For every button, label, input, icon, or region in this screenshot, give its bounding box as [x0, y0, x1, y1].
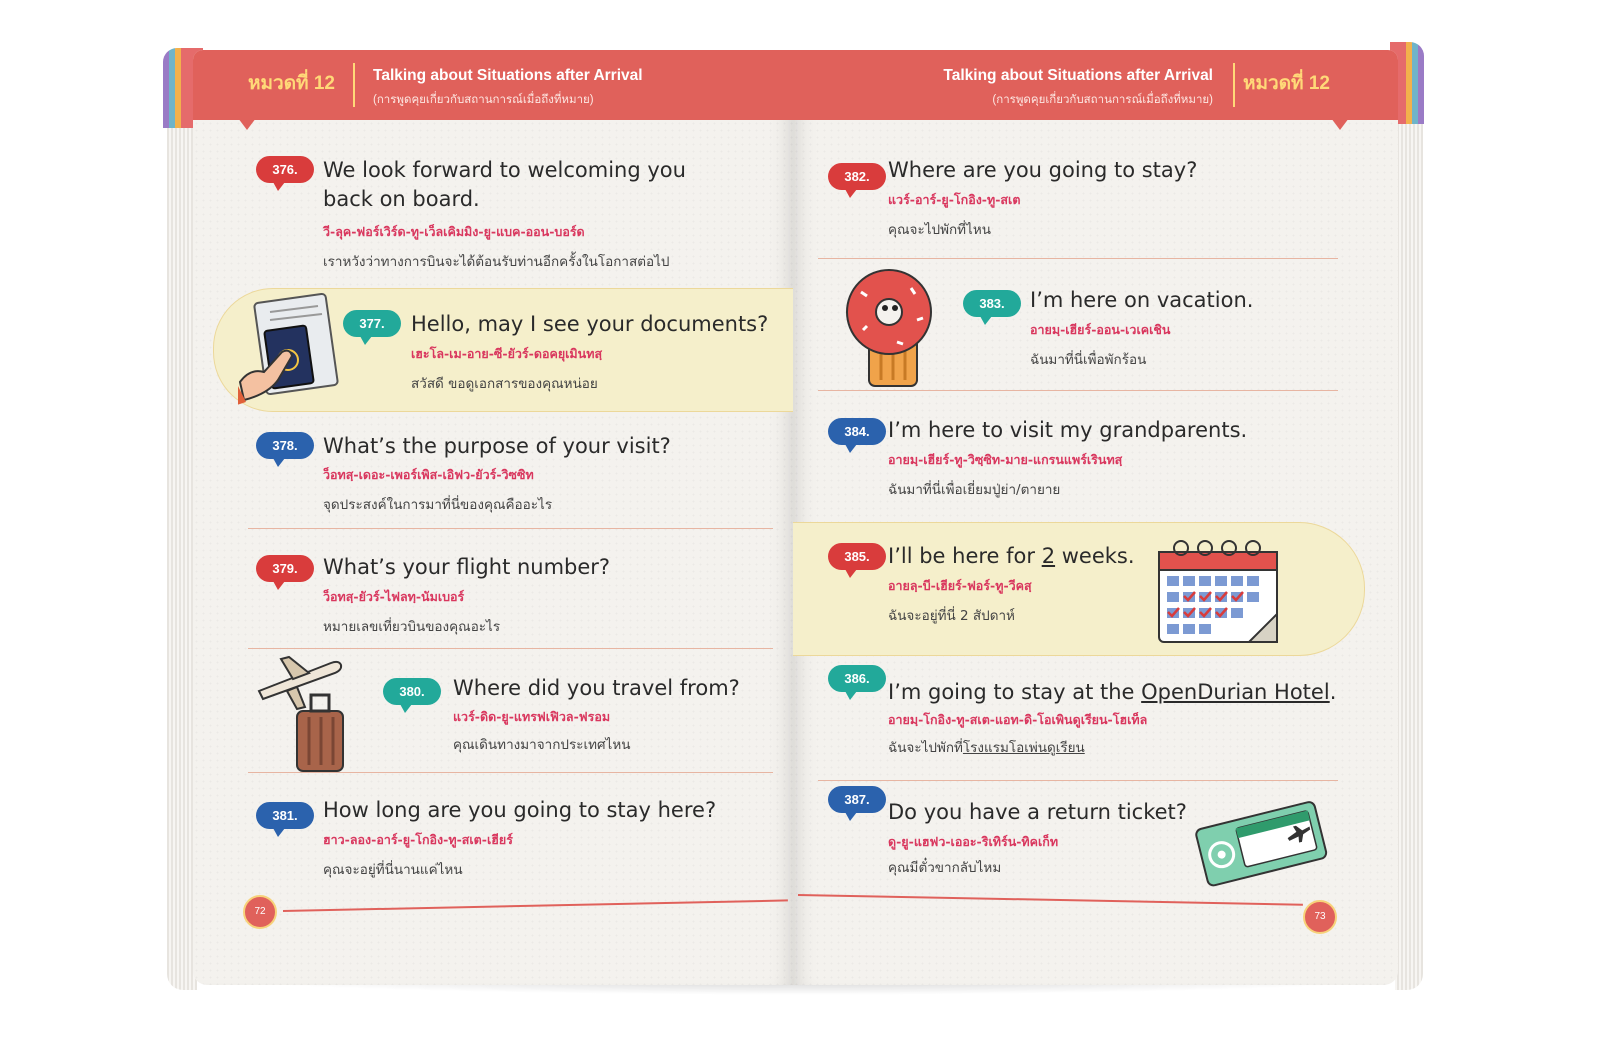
header-band-left — [193, 50, 793, 120]
phrase-phonetic: ว็อทสฺ-ยัวร์-ไฟลทฺ-นัมเบอร์ — [323, 589, 465, 604]
phrase-number: 385. — [828, 543, 886, 570]
phrase-meaning-part: ฉันจะไปพักที่ — [888, 740, 963, 756]
phrase-english: We look forward to welcoming you — [323, 158, 686, 182]
phrase-phonetic: ดู-ยู-แฮฟว-เออะ-ริเทิร์น-ทิคเก็ท — [888, 834, 1059, 849]
page-number-right: 73 — [1303, 900, 1337, 934]
phrase-phonetic: ฮาว-ลอง-อาร์-ยู-โกอิง-ทู-สเต-เฮียร์ — [323, 832, 513, 847]
phrase-meaning: คุณจะอยู่ที่นี่นานแค่ไหน — [323, 862, 463, 878]
phrase-meaning: หมายเลขเที่ยวบินของคุณอะไร — [323, 619, 501, 635]
phrase-phonetic: อายมฺ-โกอิง-ทู-สเต-แอท-ดิ-โอเพินดูเรียน-โฮเท็ล — [888, 712, 1148, 727]
phrase-english-part: weeks. — [1055, 544, 1135, 568]
phrase-meaning: เราหวังว่าทางการบินจะได้ต้อนรับท่านอีกครั้งในโอกาสต่อไป — [323, 254, 670, 270]
phrase-english: I’m here to visit my grandparents. — [888, 418, 1248, 442]
phrase-english: Where did you travel from? — [453, 676, 740, 700]
phrase-english: What’s your flight number? — [323, 555, 611, 579]
phrase-meaning: ฉันมาที่นี่เพื่อพักร้อน — [1030, 352, 1147, 368]
phrase-meaning: สวัสดี ขอดูเอกสารของคุณหน่อย — [411, 376, 598, 392]
divider — [818, 258, 1338, 259]
phrase-phonetic: วี-ลุค-ฟอร์เวิร์ด-ทู-เว็ลเคิมมิง-ยู-แบค-ออน-บอร์ด — [323, 224, 585, 239]
page-stack-right — [1395, 55, 1423, 990]
phrase-meaning: ฉันมาที่นี่เพื่อเยี่ยมปู่ย่า/ตายาย — [888, 482, 1061, 498]
phrase-english-line2: back on board. — [323, 187, 480, 211]
phrase-english: How long are you going to stay here? — [323, 798, 717, 822]
passport-hand-icon — [238, 290, 343, 405]
phrase-english: I’m here on vacation. — [1030, 288, 1254, 312]
header-subtitle: (การพูดคุยเกี่ยวกับสถานการณ์เมื่อถึงที่หมาย) — [373, 94, 594, 106]
phrase-english: Hello, may I see your documents? — [411, 312, 769, 336]
footer-line — [283, 899, 788, 912]
phrase-number: 379. — [256, 555, 314, 582]
phrase-number: 381. — [256, 802, 314, 829]
phrase-english-part: . — [1329, 680, 1337, 704]
left-page — [193, 50, 793, 985]
phrase-english: What’s the purpose of your visit? — [323, 434, 671, 458]
phrase-english-underlined: 2 — [1041, 544, 1056, 568]
phrase-english: Where are you going to stay? — [888, 158, 1198, 182]
right-page — [793, 50, 1398, 985]
header-tail — [238, 118, 256, 130]
divider — [248, 772, 773, 773]
phrase-english-part: I’m going to stay at the — [888, 680, 1142, 704]
header-band-right — [793, 50, 1398, 120]
phrase-number: 382. — [828, 163, 886, 190]
ticket-icon — [1188, 795, 1333, 890]
phrase-phonetic: เฮะโล-เม-อาย-ซี-ยัวร์-ดอคยุเมินทสฺ — [411, 346, 603, 361]
header-tail — [1331, 118, 1349, 130]
phrase-phonetic: อายลฺ-บี-เฮียร์-ฟอร์-ทู-วีคสฺ — [888, 578, 1032, 593]
header-divider — [1233, 63, 1235, 107]
phrase-number: 378. — [256, 432, 314, 459]
header-divider — [353, 63, 355, 107]
phrase-meaning — [888, 736, 1085, 758]
phrase-phonetic: อายมฺ-เฮียร์-ออน-เวเคเชิน — [1030, 322, 1171, 337]
phrase-phonetic: อายมฺ-เฮียร์-ทู-วิซฺซิท-มาย-แกรนแพร์เรินทสฺ — [888, 452, 1123, 467]
phrase-number: 376. — [256, 156, 314, 183]
header-title: Talking about Situations after Arrival — [943, 67, 1213, 84]
footer-line — [798, 894, 1303, 906]
page-number-left: 72 — [243, 895, 277, 929]
phrase-meaning: คุณจะไปพักที่ไหน — [888, 222, 991, 238]
phrase-english: Do you have a return ticket? — [888, 800, 1187, 824]
phrase-meaning: จุดประสงค์ในการมาที่นี่ของคุณคืออะไร — [323, 497, 553, 513]
phrase-english-part: I’ll be here for — [888, 544, 1042, 568]
phrase-number: 386. — [828, 665, 886, 692]
divider — [248, 648, 773, 649]
header-title: Talking about Situations after Arrival — [373, 67, 643, 84]
phrase-number: 377. — [343, 310, 401, 337]
phrase-english-underlined: OpenDurian Hotel — [1141, 680, 1330, 704]
phrase-number: 387. — [828, 786, 886, 813]
phrase-english — [888, 680, 1336, 704]
divider — [818, 780, 1338, 781]
phrase-meaning: คุณเดินทางมาจากประเทศไหน — [453, 737, 631, 753]
chapter-label: หมวดที่ 12 — [248, 73, 335, 94]
phrase-phonetic: ว็อทสฺ-เดอะ-เพอร์เพิส-เอิฟว-ยัวร์-วิซซิท — [323, 467, 534, 482]
divider — [818, 390, 1338, 391]
phrase-phonetic: แวร์-อาร์-ยู-โกอิง-ทู-สเต — [888, 192, 1021, 207]
divider — [248, 528, 773, 529]
calendar-icon — [1153, 538, 1288, 648]
chapter-label: หมวดที่ 12 — [1243, 73, 1330, 94]
phrase-number: 384. — [828, 418, 886, 445]
phrase-meaning-underlined: โรงแรมโอเพ่นดูเรียน — [962, 740, 1085, 756]
phrase-english — [888, 544, 1135, 568]
phrase-meaning: ฉันจะอยู่ที่นี่ 2 สัปดาห์ — [888, 608, 1015, 624]
phrase-meaning: คุณมีตั๋วขากลับไหม — [888, 860, 1002, 876]
airplane-luggage-icon — [253, 655, 378, 775]
header-subtitle: (การพูดคุยเกี่ยวกับสถานการณ์เมื่อถึงที่หมาย) — [992, 94, 1213, 106]
phrase-phonetic: แวร์-ดิด-ยู-แทรฟเฟิวล-ฟรอม — [453, 709, 611, 724]
phrase-number: 383. — [963, 290, 1021, 317]
donut-suitcase-icon — [841, 268, 941, 393]
phrase-number: 380. — [383, 678, 441, 705]
